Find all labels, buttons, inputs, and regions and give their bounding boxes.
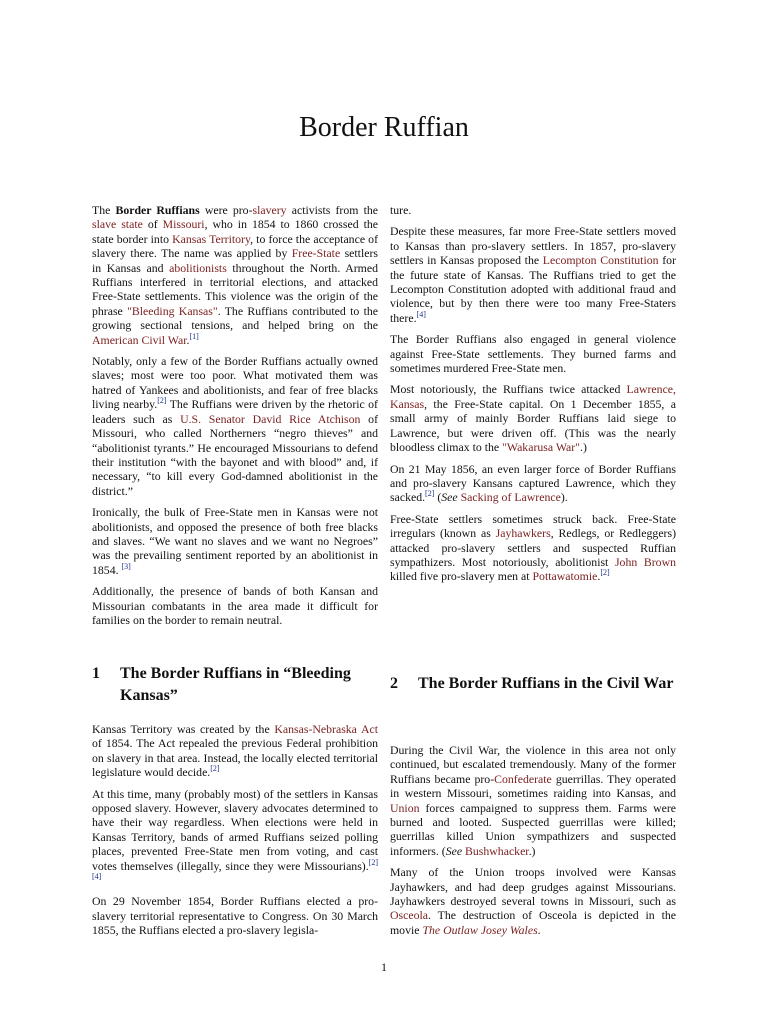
- paragraph-jayhawkers: [390, 512, 676, 584]
- paragraph-civil-war: [390, 743, 676, 858]
- paragraph-1854-election: On 29 November 1854, Border Ruffians elected a pro-slavery territorial representative to Congress. On 30 March 1855, the Ruffians elected a pro-slavery legisla-: [92, 894, 378, 938]
- text: forces campaigned to suppress them. Farms were burned and looted. Suspected guerrillas were killed; guerrillas killed Union sympathizers and suspected informers. (: [390, 800, 676, 858]
- paragraph-sacking: [390, 462, 676, 505]
- paragraph-osceola: [390, 865, 676, 937]
- term-bold: Border Ruffians: [115, 203, 200, 217]
- text: . The destruction of Osceola is depicted in the movie: [390, 908, 676, 937]
- section-number: 2: [390, 675, 398, 692]
- text: (: [434, 490, 442, 505]
- text: of Missouri, who called Northerners “negro thieves” and “abolitionist tyrants.” He encouraged Missourians to defend their institution “with the bayonet and with blood” and, if necessary, “to kill every God-damned abolitionist in the district.”: [92, 411, 379, 498]
- text: Kansas Territory was created by the: [92, 722, 275, 736]
- text: Notably, only a few of the Border Ruffians actually owned slaves; most were too poor. What motivated them was hatred of Yankees and abolitionists, and fear of free blacks living nearby.: [92, 354, 378, 412]
- text: Despite these measures, far more Free-State settlers moved to Kansas than pro-slavery settlers. In 1857, pro-slavery settlers in Kansas proposed the: [390, 224, 676, 268]
- text: were pro-: [199, 203, 253, 217]
- link-slavery[interactable]: slavery: [252, 203, 287, 217]
- section-title: The Border Ruffians in “Bleeding Kansas”: [120, 665, 351, 704]
- reference-link[interactable]: [2]: [157, 396, 167, 406]
- link-osceola[interactable]: Osceola: [390, 908, 428, 923]
- text: , who in 1854 to 1860 crossed the state border into: [92, 217, 378, 246]
- reference-link[interactable]: [2]: [425, 489, 435, 499]
- text: At this time, many (probably most) of the settlers in Kansas opposed slavery. However, slavery advocates determined to have their way regardless. When elections were held in Kansas Territory, bands of armed Ruffians seized polling places, prevented Free-State men from voting, and cast votes themselves (illegally, since they were Missourians).: [92, 786, 378, 873]
- text: of 1854. The Act repealed the previous Federal prohibition on slavery in that area. Instead, the locally elected territorial legislature would decide.: [92, 736, 378, 780]
- text: guerrillas. They operated in western Missouri, sometimes raiding into Kansas, and: [390, 771, 677, 801]
- link-missouri[interactable]: Missouri: [162, 217, 205, 232]
- section-1-column: [92, 722, 378, 945]
- continuation-text: ture.: [390, 203, 412, 217]
- link-slave-state[interactable]: slave state: [92, 217, 143, 232]
- text: Most notoriously, the Ruffians twice attacked: [390, 382, 627, 397]
- paragraph-violence: The Border Ruffians also engaged in general violence against Free-State settlements. They burned farms and sometimes murdered Free-State men.: [390, 332, 676, 376]
- text: The: [92, 203, 116, 217]
- link-confederate[interactable]: Confederate: [494, 771, 552, 786]
- section-title: The Border Ruffians in the Civil War: [418, 675, 674, 692]
- page-number: 1: [381, 960, 387, 974]
- text: .: [186, 332, 190, 347]
- section-2-heading: [390, 673, 680, 695]
- reference-link[interactable]: [1]: [189, 331, 199, 341]
- text: throughout the North. Armed Ruffians interfered in territorial elections, and attacked Free-State settlements. This violence was the origin of the phrase: [92, 260, 378, 318]
- link-american-civil-war[interactable]: American Civil War: [92, 332, 187, 347]
- reference-link[interactable]: [3]: [121, 561, 131, 571]
- section-2-column: [390, 743, 676, 944]
- paragraph-lawrence: [390, 382, 676, 454]
- link-david-rice-atchison[interactable]: U.S. Senator David Rice Atchison: [180, 411, 361, 426]
- intro-paragraph-2: [92, 354, 378, 498]
- link-free-state[interactable]: Free-State: [291, 246, 341, 261]
- link-kansas-nebraska-act[interactable]: Kansas-Nebraska Act: [274, 722, 378, 736]
- section-number: 1: [92, 665, 100, 682]
- text: ).: [560, 490, 568, 505]
- text: .): [528, 843, 536, 858]
- paragraph-kansas-nebraska: [92, 722, 378, 780]
- text: settlers in Kansas and: [92, 246, 378, 275]
- text: killed five pro-slavery men at: [390, 569, 533, 584]
- intro-column: [92, 203, 378, 634]
- paragraph-lecompton: [390, 224, 676, 325]
- text: , the Free-State capital. On 1 December 1855, a small army of mainly Border Ruffians laid siege to Lawrence, but were driven off. (This was the nearly bloodless climax to the: [390, 396, 676, 455]
- text: Ironically, the bulk of Free-State men in Kansas were not abolitionists, and opposed the presence of both free blacks and slaves. “We want no slaves and we want no Negroes” was the prevailing sentiment reported by an abolitionist in 1854.: [92, 505, 378, 577]
- text: Free-State settlers sometimes struck back. Free-State irregulars (known as: [390, 511, 676, 541]
- reference-link[interactable]: [2]: [210, 764, 220, 774]
- text: activists from the: [286, 203, 378, 217]
- link-lecompton-constitution[interactable]: Lecompton Constitution: [542, 253, 659, 268]
- link-union[interactable]: Union: [390, 800, 420, 815]
- link-wakarusa-war[interactable]: "Wakarusa War": [502, 440, 580, 455]
- text: Many of the Union troops involved were Kansas Jayhawkers, and had deep grudges against Missourians. Jayhawkers destroyed several towns in Missouri, such as: [390, 865, 676, 909]
- see-label: See: [445, 843, 463, 858]
- text: During the Civil War, the violence in this area not only continued, but escalated tremendously. Many of the former Ruffians became pro-: [390, 743, 676, 786]
- text: , Redlegs, or Redleggers) attacked pro-slavery settlers and suspected Ruffian sympathizers. Most notoriously, abolitionist: [390, 526, 677, 569]
- text: for the future state of Kansas. The Ruffians tried to get the Lecompton Constitution adopted with additional fraud and violence, but by then there were too many Free-Staters there.: [390, 253, 676, 325]
- reference-link[interactable]: [4]: [416, 309, 426, 319]
- intro-paragraph-4: Additionally, the presence of bands of both Kansan and Missourian combatants in the area made it difficult for families on the border to remain neutral.: [92, 584, 378, 627]
- paragraph-elections: [92, 787, 378, 888]
- reference-link[interactable]: [2][4]: [92, 857, 378, 882]
- see-label: See: [441, 490, 458, 505]
- link-kansas-territory[interactable]: Kansas Territory: [172, 231, 251, 246]
- link-pottawatomie[interactable]: Pottawatomie: [532, 569, 598, 584]
- link-bushwhacker[interactable]: Bushwhacker: [465, 843, 529, 858]
- text: On 21 May 1856, an even larger force of Border Ruffians and pro-slavery Kansans captured Lawrence, which they sacked.: [390, 461, 676, 505]
- text: .: [537, 922, 541, 937]
- text: .: [597, 569, 601, 584]
- text: .): [580, 440, 587, 455]
- reference-link[interactable]: [2]: [600, 568, 610, 578]
- page-title: Border Ruffian: [299, 112, 469, 143]
- link-sacking-of-lawrence[interactable]: Sacking of Lawrence: [460, 490, 561, 505]
- link-abolitionists[interactable]: abolitionists: [169, 260, 227, 275]
- text: of: [142, 217, 163, 232]
- text: The Ruffians were driven by the rhetoric of leaders such as: [92, 397, 378, 426]
- text: . The Ruffians contributed to the growing sectional tensions, and helped bring on the: [92, 303, 378, 333]
- intro-paragraph-1: [92, 203, 378, 347]
- text: , to force the acceptance of slavery there. The name was applied by: [92, 231, 378, 261]
- link-bleeding-kansas[interactable]: "Bleeding Kansas": [127, 303, 218, 318]
- link-outlaw-josey-wales[interactable]: The Outlaw Josey Wales: [422, 922, 538, 937]
- section-1-heading: [92, 663, 382, 707]
- link-lawrence-kansas[interactable]: Lawrence, Kansas: [390, 382, 676, 411]
- link-jayhawkers[interactable]: Jayhawkers: [495, 526, 551, 541]
- right-top-column: [390, 203, 676, 591]
- link-john-brown[interactable]: John Brown: [614, 554, 676, 569]
- intro-paragraph-3: [92, 505, 378, 577]
